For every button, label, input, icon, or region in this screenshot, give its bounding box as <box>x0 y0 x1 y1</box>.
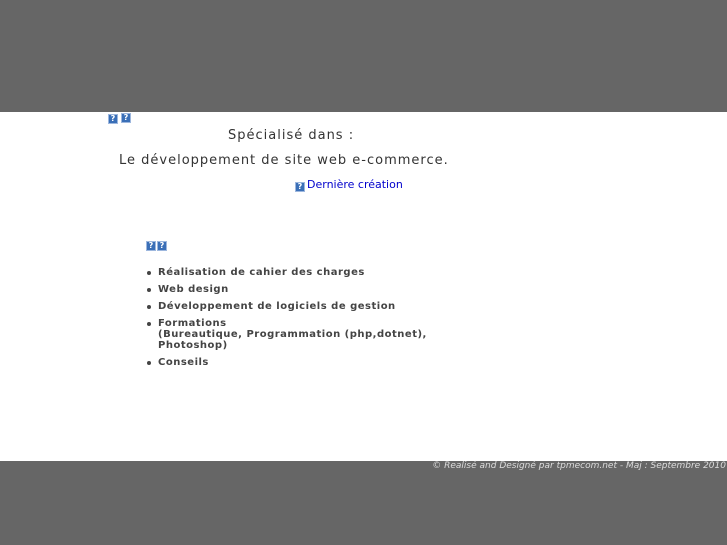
broken-image-icon: ? <box>157 241 167 251</box>
broken-image-icon: ? <box>146 241 156 251</box>
top-banner <box>0 0 727 112</box>
list-item: Web design <box>145 284 438 295</box>
list-item: Développement de logiciels de gestion <box>145 301 438 312</box>
list-item: Formations (Bureautique, Programmation (php,dotnet), Photoshop) <box>145 318 438 351</box>
specialise-heading: Spécialisé dans : <box>228 128 355 143</box>
broken-image-icon: ? <box>108 114 118 124</box>
list-item: Réalisation de cahier des charges <box>145 267 438 278</box>
last-creation-label: Dernière création <box>307 178 403 191</box>
footer <box>0 461 727 545</box>
services-list <box>145 267 438 374</box>
broken-image-icon: ? <box>121 113 131 123</box>
last-creation-link[interactable] <box>295 178 403 192</box>
footer-credits: © Realisé and Designé par tpmecom.net - Maj : Septembre 2010 <box>432 461 726 471</box>
broken-image-icon: ? <box>295 182 305 192</box>
list-item: Conseils <box>145 357 438 368</box>
tagline: Le développement de site web e-commerce. <box>119 153 449 168</box>
main-content <box>0 112 727 461</box>
